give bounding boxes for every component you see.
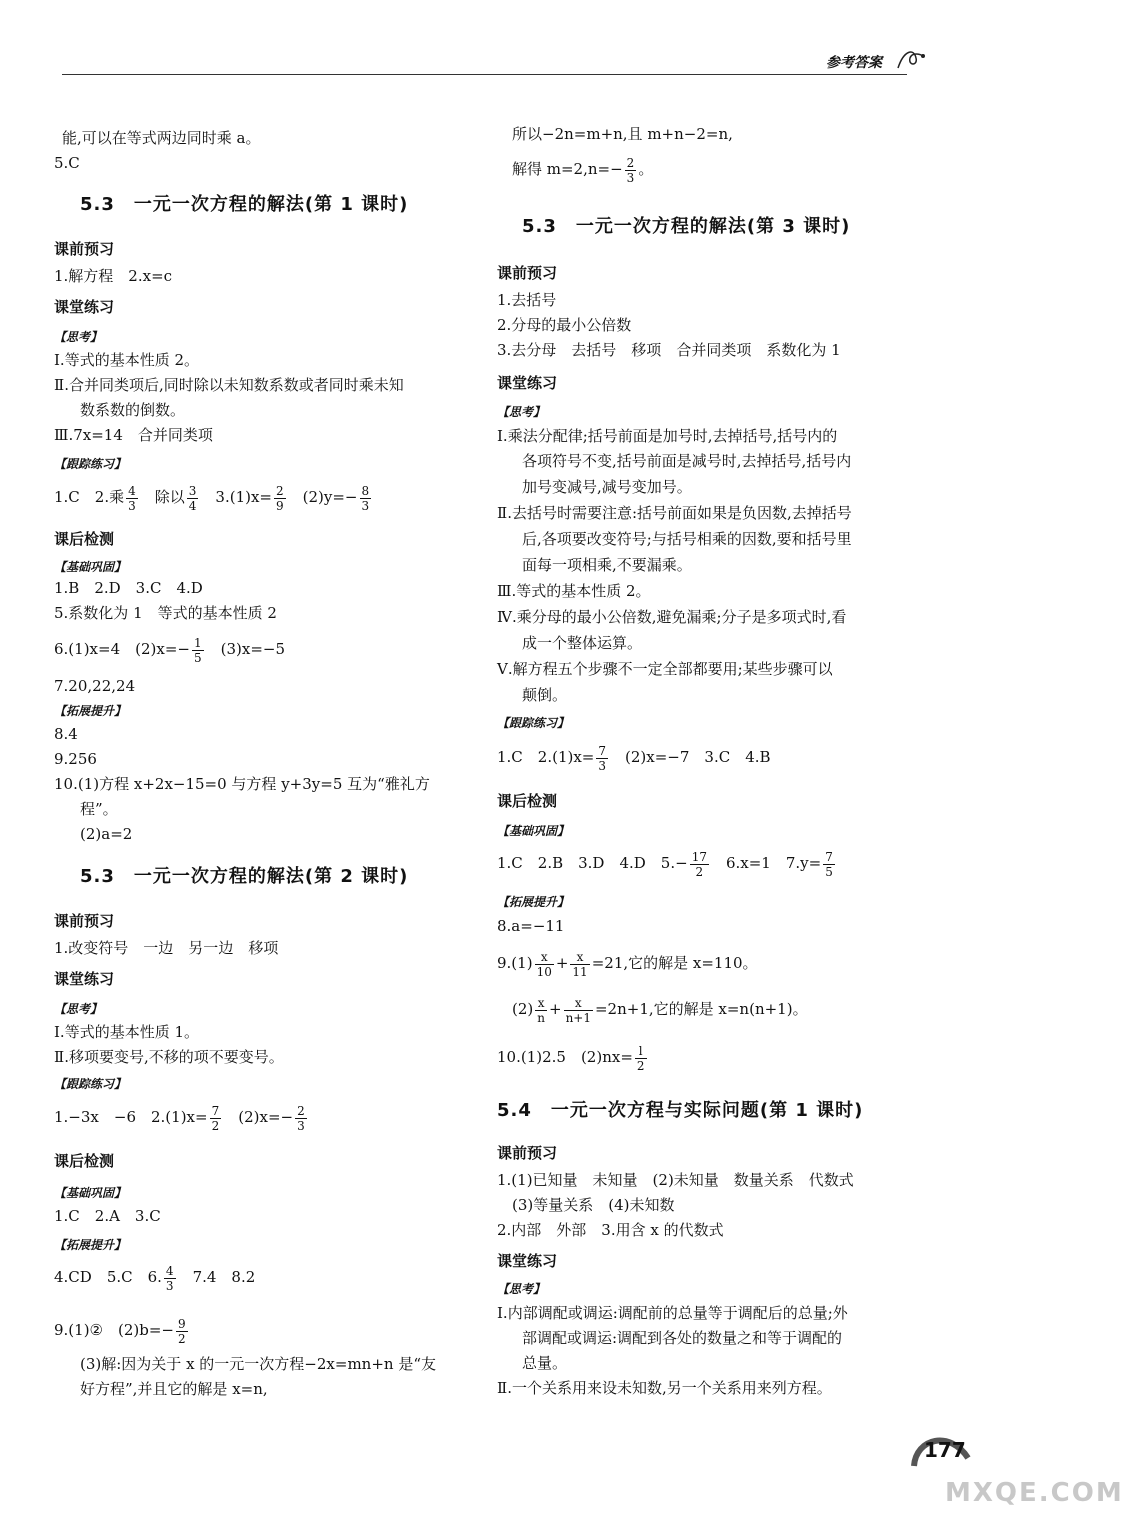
text-line: Ⅱ.一个关系用来设未知数,另一个关系用来列方程。 <box>497 1379 832 1397</box>
tag-label: 【思考】 <box>497 405 546 419</box>
header-title: 参考答案 <box>826 55 882 71</box>
text-line: 成一个整体运算。 <box>522 634 643 652</box>
answer-line: 4.CD 5.C 6. $\frac{4}{3}$ 7.4 8.2 <box>54 1263 256 1293</box>
tag-label: 【跟踪练习】 <box>54 457 127 471</box>
section-heading: 5.3 一元一次方程的解法(第 1 课时) <box>80 194 409 215</box>
tag-label: 【拓展提升】 <box>54 704 127 718</box>
answer-line: 9.(1)② (2)b=− $\frac{9}{2}$ <box>54 1316 186 1346</box>
text-line: 10.(1)方程 x+2x−15=0 与方程 y+3y=5 互为“雅礼方 <box>54 775 430 793</box>
text-line: (3)等量关系 (4)未知数 <box>512 1196 675 1214</box>
fraction: $\frac{4}{3}$ <box>165 1263 174 1293</box>
text-line: 能,可以在等式两边同时乘 a。 <box>62 129 261 147</box>
watermark: MXQE.COM <box>945 1478 1124 1508</box>
text-line: 程”。 <box>80 800 118 818</box>
answer-line: 1.C 2.B 3.D 4.D 5.− $\frac{17}{2}$ 6.x=1 7.y= $\frac{7}{5}$ <box>497 849 833 879</box>
text-line: 2.分母的最小公倍数 <box>497 316 632 334</box>
text-line: 1.B 2.D 3.C 4.D <box>54 579 203 597</box>
tag-label: 【思考】 <box>54 1002 103 1016</box>
fraction: $\frac{x}{11}$ <box>572 949 588 979</box>
text-line: Ⅰ.内部调配或调运:调配前的总量等于调配后的总量;外 <box>497 1304 848 1322</box>
subsection-heading: 课前预习 <box>497 264 558 282</box>
answer-line: 1.C 2.(1)x= $\frac{7}{3}$ (2)x=−7 3.C 4.B <box>497 743 771 773</box>
fraction: $\frac{l}{2}$ <box>636 1043 645 1073</box>
tag-label: 【拓展提升】 <box>54 1238 127 1252</box>
text-line: 2.内部 外部 3.用含 x 的代数式 <box>497 1221 724 1239</box>
text-line: 7.20,22,24 <box>54 677 136 695</box>
text-line: Ⅰ.等式的基本性质 2。 <box>54 351 200 369</box>
text-line: Ⅳ.乘分母的最小公倍数,避免漏乘;分子是多项式时,看 <box>497 608 847 626</box>
header-rule <box>62 74 907 75</box>
tag-label: 【拓展提升】 <box>497 895 570 909</box>
tag-label: 【思考】 <box>497 1282 546 1296</box>
text-line: 8.a=−11 <box>497 917 565 935</box>
text-line: (2)a=2 <box>80 825 133 843</box>
text-line: 5.C <box>54 154 80 172</box>
fraction: $\frac{7}{3}$ <box>598 743 607 773</box>
fraction: $\frac{2}{9}$ <box>276 483 284 513</box>
text-line: 数系数的倒数。 <box>80 401 186 419</box>
text-line: Ⅲ.等式的基本性质 2。 <box>497 582 651 600</box>
answer-line: 9.(1) $\frac{x}{10}$ + $\frac{x}{11}$ =21,它的解是 x=110。 <box>497 949 758 979</box>
text-line: 8.4 <box>54 725 78 743</box>
text-line: 所以−2n=m+n,且 m+n−2=n, <box>512 125 733 143</box>
text-line: (3)解:因为关于 x 的一元一次方程−2x=mn+n 是“友 <box>80 1355 436 1373</box>
fraction: $\frac{17}{2}$ <box>691 849 707 879</box>
text-line: 1.去括号 <box>497 291 557 309</box>
section-heading: 5.3 一元一次方程的解法(第 2 课时) <box>80 866 409 887</box>
fraction: $\frac{7}{2}$ <box>211 1103 220 1133</box>
text-line: Ⅱ.去括号时需要注意:括号前面如果是负因数,去掉括号 <box>497 504 852 522</box>
section-heading: 5.3 一元一次方程的解法(第 3 课时) <box>522 216 851 237</box>
text-line: Ⅱ.移项要变号,不移的项不要变号。 <box>54 1048 284 1066</box>
fraction: $\frac{7}{5}$ <box>825 849 833 879</box>
subsection-heading: 课堂练习 <box>497 1252 558 1270</box>
page-number: 177 <box>924 1438 966 1462</box>
subsection-heading: 课后检测 <box>54 530 115 548</box>
answer-line: 10.(1)2.5 (2)nx= $\frac{l}{2}$ <box>497 1043 645 1073</box>
answer-line: 1.−3x −6 2.(1)x= $\frac{7}{2}$ (2)x=− $\frac{2}{3}$ <box>54 1103 305 1133</box>
text-line: Ⅲ.7x=14 合并同类项 <box>54 426 213 444</box>
answer-line: 1.C 2.乘 $\frac{4}{3}$ 除以 $\frac{3}{4}$ 3.(1)x= $\frac{2}{9}$ (2)y=− $\frac{8}{3}$ <box>54 483 370 513</box>
text-line: 9.256 <box>54 750 97 768</box>
subsection-heading: 课后检测 <box>497 792 558 810</box>
text-line: Ⅴ.解方程五个步骤不一定全部都要用;某些步骤可以 <box>497 660 833 678</box>
subsection-heading: 课堂练习 <box>54 298 115 316</box>
subsection-heading: 课堂练习 <box>54 970 115 988</box>
fraction: $\frac{3}{4}$ <box>188 483 197 513</box>
text-line: 1.解方程 2.x=c <box>54 267 173 285</box>
text-line: 5.系数化为 1 等式的基本性质 2 <box>54 604 277 622</box>
text-line: 后,各项要改变符号;与括号相乘的因数,要和括号里 <box>522 530 852 548</box>
subsection-heading: 课堂练习 <box>497 374 558 392</box>
answer-line: (2) $\frac{x}{n}$ + $\frac{x}{n+1}$ =2n+1,它的解是 x=n(n+1)。 <box>512 995 808 1025</box>
text-line: 颠倒。 <box>522 686 568 704</box>
fraction: $\frac{1}{5}$ <box>193 635 202 665</box>
text-line: 面每一项相乘,不要漏乘。 <box>522 556 692 574</box>
tag-label: 【基础巩固】 <box>54 1186 127 1200</box>
answer-line: 6.(1)x=4 (2)x=− $\frac{1}{5}$ (3)x=−5 <box>54 635 286 665</box>
text-line: 各项符号不变,括号前面是减号时,去掉括号,括号内 <box>522 452 852 470</box>
text-line: 加号变减号,减号变加号。 <box>522 478 692 496</box>
text-line: 总量。 <box>522 1354 568 1372</box>
subsection-heading: 课前预习 <box>54 240 115 258</box>
fraction: $\frac{9}{2}$ <box>178 1316 186 1346</box>
subsection-heading: 课前预习 <box>497 1144 558 1162</box>
tag-label: 【思考】 <box>54 330 103 344</box>
text-line: 1.(1)已知量 未知量 (2)未知量 数量关系 代数式 <box>497 1171 854 1189</box>
fraction: $\frac{4}{3}$ <box>128 483 136 513</box>
tag-label: 【基础巩固】 <box>54 560 127 574</box>
subsection-heading: 课前预习 <box>54 912 115 930</box>
text-line: Ⅰ.等式的基本性质 1。 <box>54 1023 200 1041</box>
fraction: $\frac{x}{10}$ <box>536 949 552 979</box>
tag-label: 【基础巩固】 <box>497 824 570 838</box>
fraction: $\frac{2}{3}$ <box>297 1103 305 1133</box>
fraction: $\frac{x}{n}$ <box>537 995 545 1025</box>
text-line: 3.去分母 去括号 移项 合并同类项 系数化为 1 <box>497 341 841 359</box>
tag-label: 【跟踪练习】 <box>497 716 570 730</box>
text-line: 1.改变符号 一边 另一边 移项 <box>54 939 279 957</box>
page-number-badge <box>910 1428 974 1468</box>
text-line: Ⅰ.乘法分配律;括号前面是加号时,去掉括号,括号内的 <box>497 427 838 445</box>
subsection-heading: 课后检测 <box>54 1152 115 1170</box>
answer-line: 解得 m=2,n=− $\frac{2}{3}$ 。 <box>512 155 654 185</box>
swirl-ornament-icon <box>896 46 926 72</box>
text-line: 1.C 2.A 3.C <box>54 1207 161 1225</box>
section-heading: 5.4 一元一次方程与实际问题(第 1 课时) <box>497 1100 864 1121</box>
fraction: $\frac{8}{3}$ <box>361 483 370 513</box>
fraction: $\frac{x}{n+1}$ <box>565 995 591 1025</box>
tag-label: 【跟踪练习】 <box>54 1077 127 1091</box>
text-line: 部调配或调运:调配到各处的数量之和等于调配的 <box>522 1329 843 1347</box>
text-line: Ⅱ.合并同类项后,同时除以未知数系数或者同时乘未知 <box>54 376 404 394</box>
fraction: $\frac{2}{3}$ <box>626 155 635 185</box>
text-line: 好方程”,并且它的解是 x=n, <box>80 1380 268 1398</box>
